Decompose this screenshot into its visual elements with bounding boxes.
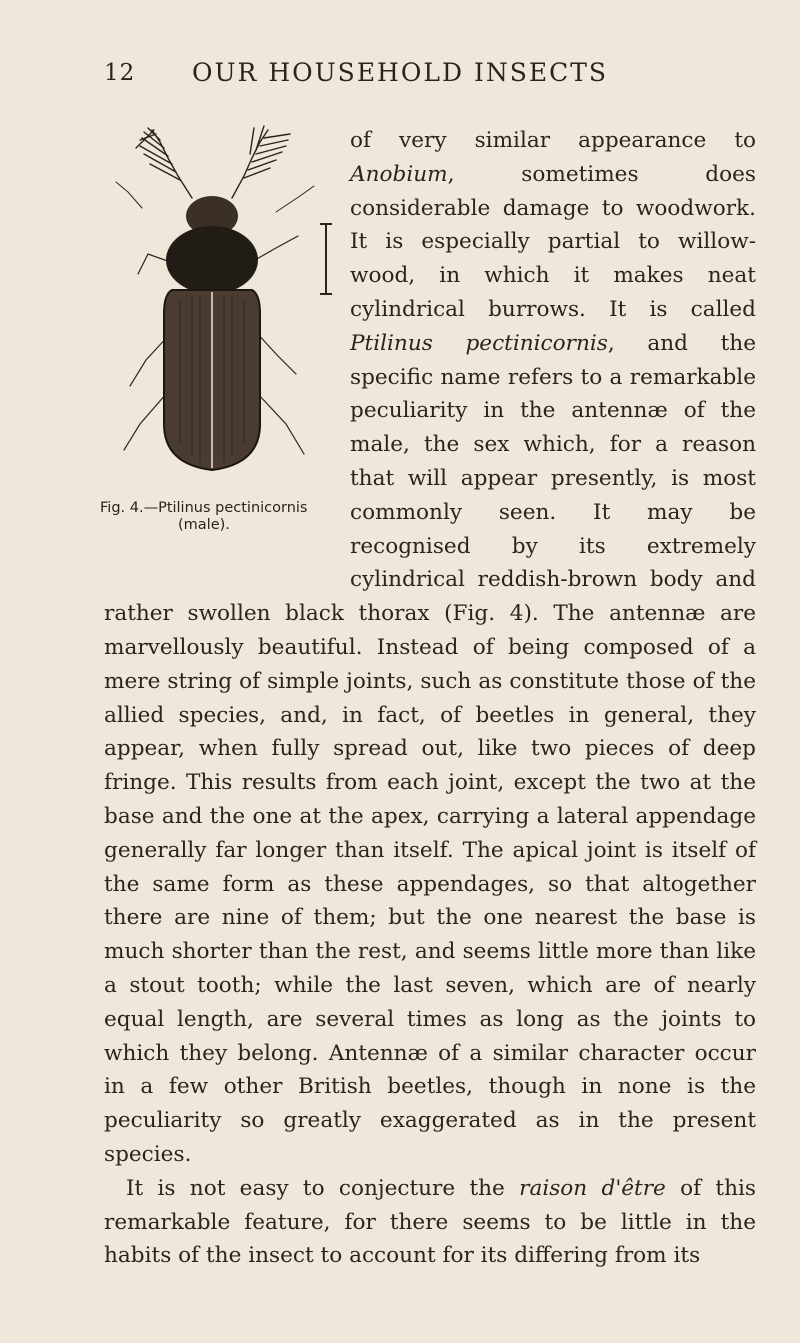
running-head: OUR HOUSEHOLD INSECTS	[191, 58, 609, 87]
caption-line-1: Fig. 4.—Ptilinus pectinicornis	[100, 500, 308, 516]
p1-text-a: of very similar appearance to	[350, 128, 756, 153]
p2-text-a: It is not easy to conjecture the	[126, 1175, 520, 1201]
p1-italic-anobium: Anobium	[350, 161, 448, 187]
paragraph-2	[104, 1172, 756, 1273]
p1-text-b: , sometimes does considerable damage to woodwork. It is especially partial to willow-wood, in which it makes neat cylindrical burrows. It is called	[350, 161, 756, 322]
body-text	[100, 124, 757, 1273]
figure-caption	[100, 500, 348, 534]
right-antenna	[232, 126, 290, 198]
figure-beetle	[100, 124, 340, 566]
scale-bar	[320, 224, 332, 294]
p1-text-c: , and the specific name refers to a remarkable peculiarity in the antennæ of the male, the sex which, for a reason that will appear presently, is most commonly seen. It may be recognised by its extremely cylindrical reddish-brown body and rather swollen black thorax (Fig. 4). The antennæ are marvellously beautiful. Instead of being composed of a mere string of simple joints, such as constitute those of the allied species, and, in fact, of beetles in general, they appear, when fully spread out, like two pieces of deep fringe. This results from each joint, except the two at the base and the one at the apex, carrying a lateral appendage generally far longer than itself. The apical joint is itself of the same form as these appendages, so that altogether there are nine of them; but the one nearest the base is much shorter than the rest, and seems little more than like a stout tooth; while the last seven, which are of nearly equal length, are several times as long as the joints to which they belong. Antennæ of a similar character occur in a few other British beetles, though in none is the peculiarity so greatly exaggerated as in the present species.	[104, 330, 756, 1167]
page-header	[0, 58, 800, 98]
p1-italic-species: Ptilinus pectinicornis	[350, 330, 608, 356]
p2-text-b: of this remarkable feature, for there seems to be little in the habits of the insect to account for its differing from its	[104, 1175, 757, 1269]
beetle-illustration	[100, 124, 340, 494]
page-number: 12	[104, 60, 136, 86]
left-antenna	[136, 128, 192, 198]
beetle-thorax	[166, 226, 258, 294]
p2-italic-raison: raison d'être	[519, 1175, 666, 1201]
caption-line-2: (male).	[178, 517, 230, 533]
